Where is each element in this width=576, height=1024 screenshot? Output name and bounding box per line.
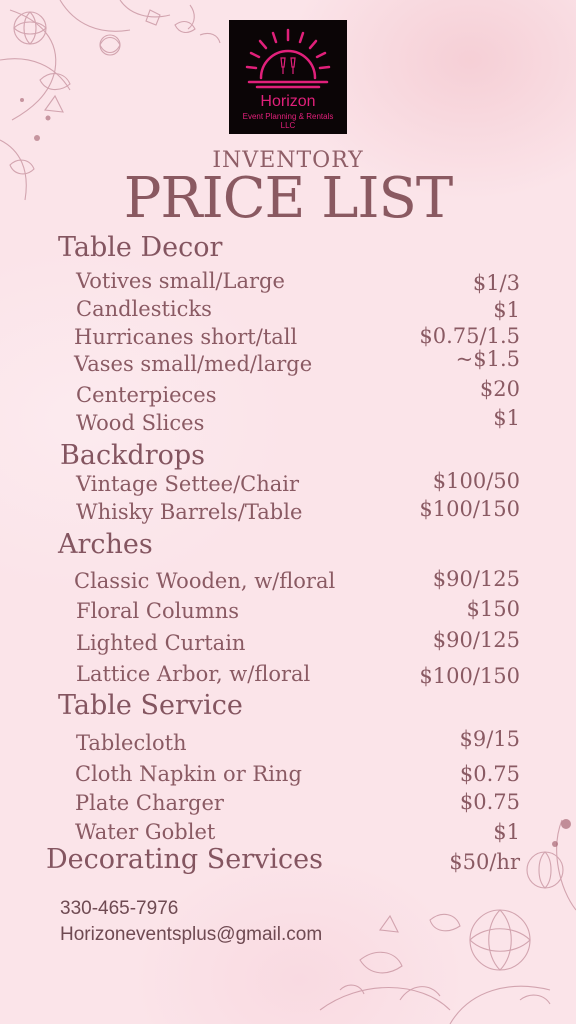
item-price: $90/125: [432, 567, 520, 591]
decorating-services-price: $50/hr: [449, 850, 520, 874]
item-price: $1/3: [472, 271, 520, 295]
item-name: Whisky Barrels/Table: [76, 500, 303, 524]
item-price: $9/15: [459, 727, 520, 751]
section-title-table-service: Table Service: [58, 690, 243, 721]
item-price: $150: [466, 597, 520, 621]
item-name: Candlesticks: [76, 297, 212, 321]
item-name: Vases small/med/large: [74, 352, 313, 376]
page-title: PRICE LIST: [123, 166, 453, 231]
item-name: Classic Wooden, w/floral: [74, 569, 336, 593]
item-price: $90/125: [432, 628, 520, 652]
item-price: $1: [493, 406, 520, 430]
item-price: $1: [493, 298, 520, 322]
item-price: $100/150: [419, 497, 520, 521]
contact-email[interactable]: Horizoneventsplus@gmail.com: [60, 924, 323, 945]
item-price: ~$1.5: [455, 347, 520, 371]
section-title-arches: Arches: [58, 529, 153, 560]
sunrise-icon: [243, 26, 333, 94]
section-title-backdrops: Backdrops: [60, 440, 206, 471]
item-name: Cloth Napkin or Ring: [75, 762, 302, 786]
item-price: $0.75/1.5: [419, 324, 520, 348]
item-name: Centerpieces: [76, 383, 217, 407]
item-name: Wood Slices: [76, 411, 205, 435]
item-price: $100/50: [432, 469, 520, 493]
section-title-decorating-services: Decorating Services: [46, 844, 323, 875]
item-name: Lattice Arbor, w/floral: [76, 662, 311, 686]
contact-phone[interactable]: 330-465-7976: [60, 898, 179, 919]
item-price: $0.75: [459, 762, 520, 786]
item-name: Water Goblet: [75, 820, 216, 844]
item-name: Plate Charger: [75, 791, 224, 815]
logo-subtitle: Event Planning & Rentals LLC: [242, 112, 334, 130]
item-name: Floral Columns: [76, 599, 240, 623]
item-name: Vintage Settee/Chair: [76, 472, 300, 496]
item-price: $1: [493, 820, 520, 844]
item-name: Tablecloth: [76, 731, 187, 755]
inventory-kicker: INVENTORY: [212, 148, 364, 173]
item-name: Lighted Curtain: [76, 631, 246, 655]
floral-decoration-bottom-right: [300, 810, 576, 1024]
item-price: $0.75: [459, 790, 520, 814]
section-title-table-decor: Table Decor: [58, 232, 223, 263]
company-logo: [229, 20, 347, 134]
item-name: Votives small/Large: [76, 269, 285, 293]
logo-brand-name: Horizon: [260, 93, 316, 110]
item-price: $20: [479, 377, 520, 401]
item-price: $100/150: [419, 664, 520, 688]
item-name: Hurricanes short/tall: [74, 325, 298, 349]
